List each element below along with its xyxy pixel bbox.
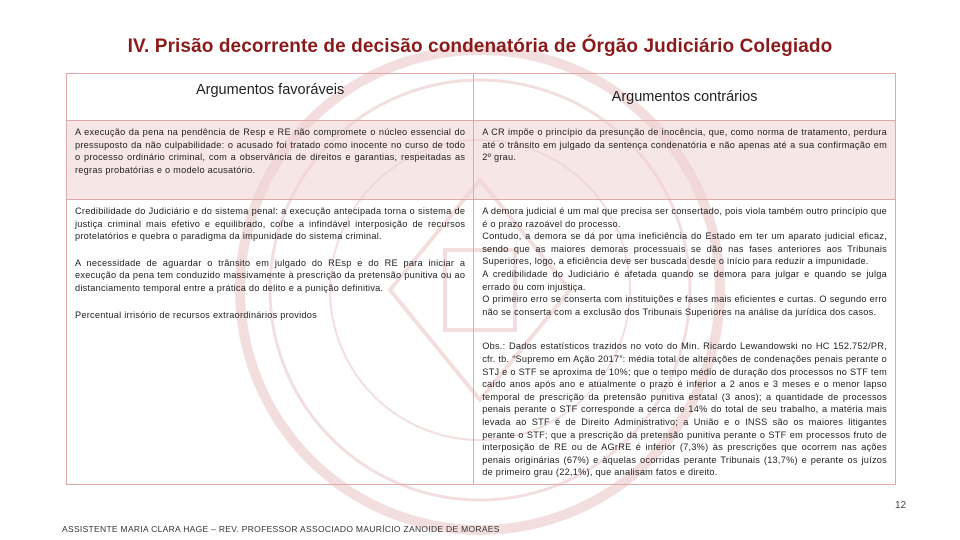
cell-contra-1: A CR impõe o princípio da presunção de inocência, que, como norma de tratamento, perdura até o trânsito em julgado da sentença condenatória e não apenas até a sua confirmação em 2º grau. — [474, 121, 896, 200]
favor-paragraph: Percentual irrisório de recursos extraordinários providos — [75, 309, 317, 320]
contra-paragraph: A credibilidade do Judiciário é afetada quando se demora para julgar e quando se julga errado ou com injustiça. — [482, 268, 887, 292]
contra-paragraph: A demora judicial é um mal que precisa ser consertado, pois viola também outro princípio que é o prazo razoável do processo. — [482, 206, 887, 229]
observation-note: Obs.: Dados estatísticos trazidos no voto do Min. Ricardo Lewandowski no HC 152.752/PR, cfr. tb. “Supremo em Ação 2017”: média total de alterações de condenações penais perante o STJ e o STF se aproxima de 10%; que o tempo médio de duração dos processos no STF tem caído anos após ano e atualmente o prazo é inferior a 2 anos e 3 meses e o menor lapso temporal de prescrição da pretensão punitiva estatal (3 anos); a quantidade de processos penais perante o STF corresponde a cerca de 14% do total de seu trabalho, a matéria mais levada ao STF é de Direito Administrativo; a União e o INSS são os maiores litigantes perante o STF; que a prescrição da pretensão punitiva perante o STF em processos fruto de interposição de RE ou de AGrRE é inferior (7,3%) às prescrições que ocorrem nas ações penais originárias (67%) e àquelas ocorridas perante Tribunais (13,7%) e perante os juízos de primeiro grau (22,1%), que analisam fatos e direito. — [482, 341, 887, 478]
page-number: 12 — [895, 500, 907, 511]
favor-paragraph: Credibilidade do Judiciário e do sistema penal: a execução antecipada torna o sistema de justiça criminal mais efetivo e equilibrado, coíbe a infindável interposição de recursos protelatórios e quebra o paradigma da impunidade do sistema criminal. — [75, 206, 466, 242]
table-header-row — [67, 74, 896, 121]
contra-paragraph: Contudo, a demora se dá por uma ineficiência do Estado em ter um aparato judicial eficaz, sendo que as maiores demoras processuais se dão nas fases anteriores aos Tribunais Superiores, logo, a eficiência deve ser buscada desde o início para reduzir a impunidade. — [482, 231, 887, 267]
cell-favor-1: A execução da pena na pendência de Resp e RE não compromete o núcleo essencial do pressuposto da não culpabilidade: o acusado foi tratado como inocente no curso de todo o processo ordinário criminal, com a observância de direitos e garantias, respeitadas as regras probatórias e o modelo acusatório. — [67, 121, 474, 200]
cell-favor-2 — [67, 200, 474, 485]
favor-paragraph: A necessidade de aguardar o trânsito em julgado do REsp e do RE para iniciar a execução da pena tem conduzido massivamente à prescrição da pretensão punitiva ou ao distanciamento temporal entre a prática do delito e a punição definitiva. — [75, 257, 466, 293]
table-row — [67, 200, 896, 485]
contra-paragraph: O primeiro erro se conserta com instituições e fases mais eficientes e curtas. O segundo erro não se conserta com a exclusão dos Tribunais Superiores na análise da jurídica dos casos. — [482, 294, 887, 317]
footer-credits: ASSISTENTE MARIA CLARA HAGE – REV. PROFESSOR ASSOCIADO MAURÍCIO ZANOIDE DE MORAES — [62, 524, 500, 534]
cell-contra-2 — [474, 200, 896, 485]
arguments-table — [66, 73, 896, 485]
header-favorable: Argumentos favoráveis — [67, 74, 474, 121]
header-contrary: Argumentos contrários — [474, 74, 896, 121]
table-row — [67, 121, 896, 200]
page-title: IV. Prisão decorrente de decisão condenatória de Órgão Judiciário Colegiado — [127, 36, 833, 57]
